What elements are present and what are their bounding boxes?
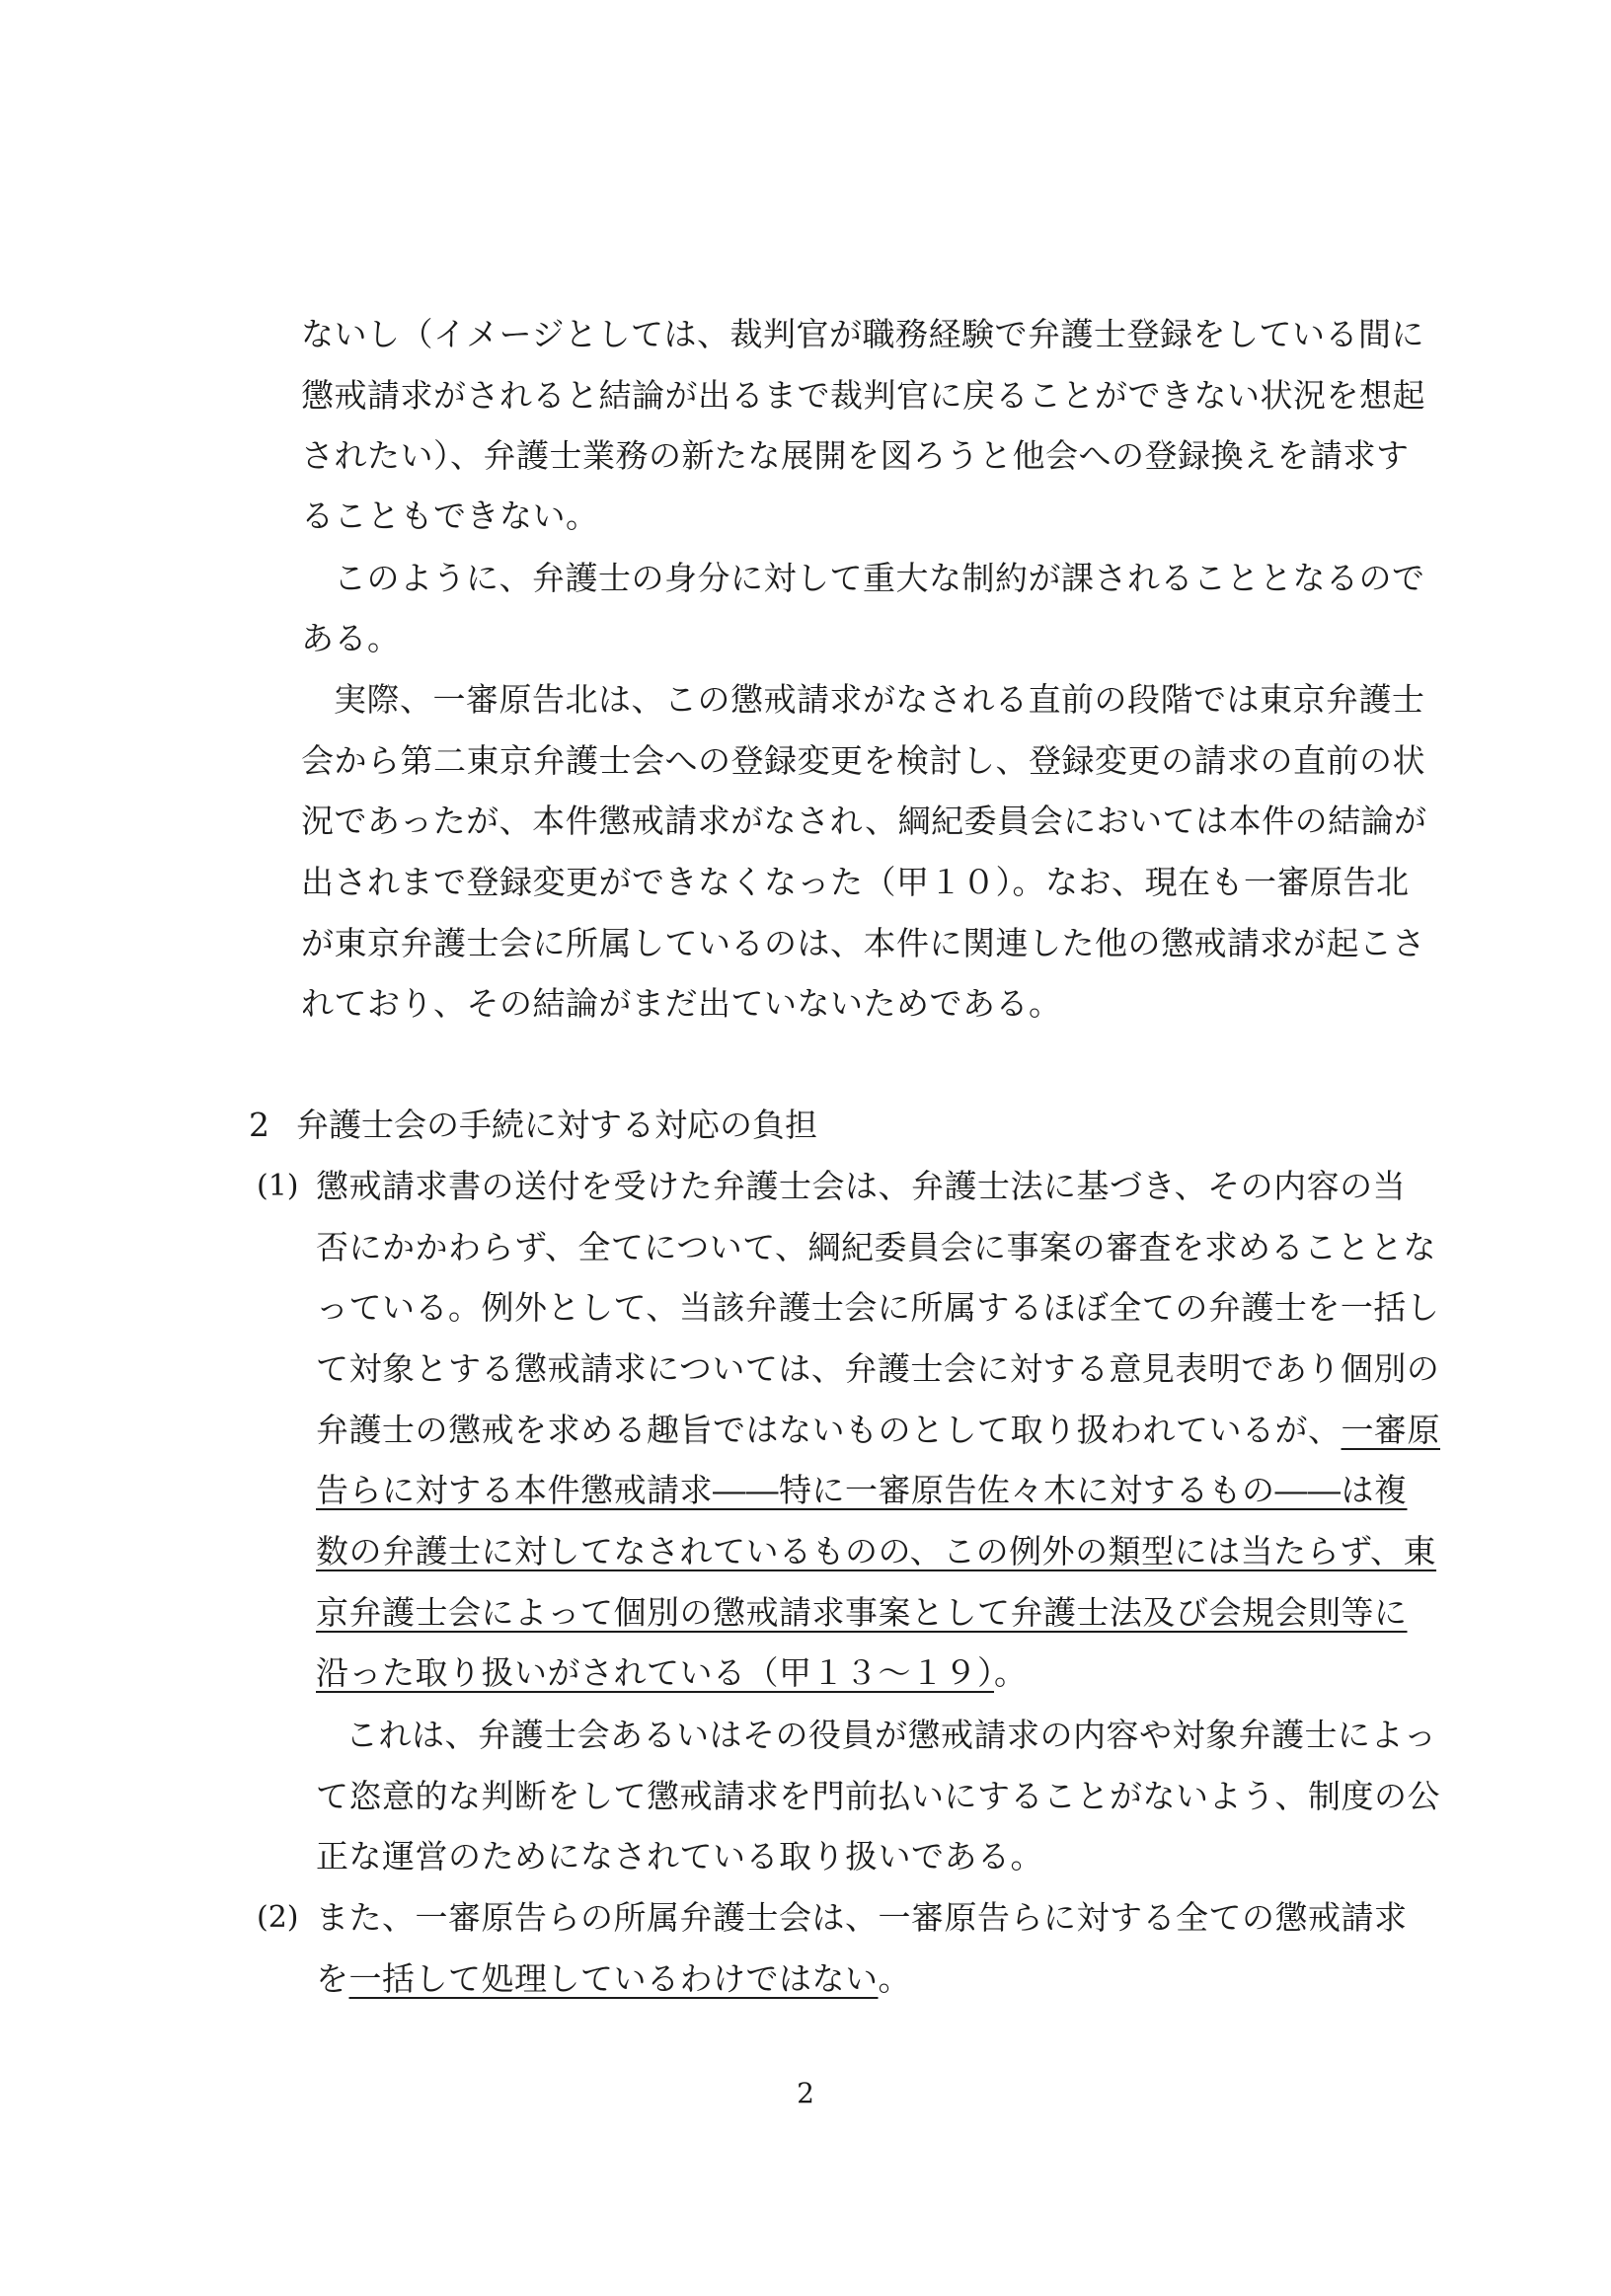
text-line: っている。例外として、当該弁護士会に所属するほぼ全ての弁護士を一括し — [316, 1288, 1440, 1327]
text-line: これは、弁護士会あるいはその役員が懲戒請求の内容や対象弁護士によっ — [345, 1716, 1437, 1754]
text-line: 懲戒請求がされると結論が出るまで裁判官に戻ることができない状況を想起 — [301, 376, 1425, 415]
item-label: (2) — [257, 1900, 299, 1935]
text-line — [316, 1471, 1408, 1509]
text-line: されたい）、弁護士業務の新たな展開を図ろうと他会への登録換えを請求す — [301, 436, 1410, 475]
text-line — [316, 1411, 1440, 1449]
underlined-text: 京弁護士会によって個別の懲戒請求事案として弁護士法及び会規会則等に — [316, 1593, 1408, 1632]
section-number: 2 — [249, 1106, 269, 1144]
section-heading — [249, 1106, 817, 1144]
text-line: 会から第二東京弁護士会への登録変更を検討し、登録変更の請求の直前の状 — [301, 741, 1425, 780]
text-line: ないし（イメージとしては、裁判官が職務経験で弁護士登録をしている間に — [301, 315, 1425, 353]
text-run: 。 — [994, 1653, 1028, 1692]
text-line: このように、弁護士の身分に対して重大な制約が課されることとなるので — [334, 559, 1425, 597]
text-line: が東京弁護士会に所属しているのは、本件に関連した他の懲戒請求が起こさ — [301, 924, 1425, 962]
text-run: 弁護士の懲戒を求める趣旨ではないものとして取り扱われているが、 — [316, 1411, 1342, 1449]
page-number: 2 — [797, 2077, 814, 2109]
item-label: (1) — [257, 1169, 299, 1203]
text-line — [316, 1593, 1408, 1632]
underlined-text: 一審原 — [1341, 1411, 1440, 1449]
text-run: を — [316, 1959, 349, 1998]
text-line: 懲戒請求書の送付を受けた弁護士会は、弁護士法に基づき、その内容の当 — [316, 1167, 1407, 1205]
section-title: 弁護士会の手続に対する対応の負担 — [296, 1106, 817, 1144]
text-line: 正な運営のためになされている取り扱いである。 — [316, 1837, 1043, 1875]
text-line: また、一審原告らの所属弁護士会は、一審原告らに対する全ての懲戒請求 — [316, 1898, 1408, 1937]
text-line: ある。 — [301, 619, 401, 657]
text-line: 否にかかわらず、全てについて、綱紀委員会に事案の審査を求めることとな — [316, 1228, 1437, 1266]
text-line: ることもできない。 — [301, 497, 599, 535]
text-line: 出されまで登録変更ができなくなった（甲１０）。なお、現在も一審原告北 — [301, 863, 1410, 901]
text-line: て恣意的な判断をして懲戒請求を門前払いにすることがないよう、制度の公 — [316, 1777, 1440, 1815]
text-line: れており、その結論がまだ出ていないためである。 — [301, 984, 1062, 1023]
text-line — [316, 1653, 1402, 1692]
underlined-text: 告らに対する本件懲戒請求――特に一審原告佐々木に対するもの――は複 — [316, 1471, 1408, 1509]
underlined-text: 一括して処理しているわけではない — [348, 1959, 879, 1998]
text-line — [316, 1532, 1437, 1570]
underlined-text: 数の弁護士に対してなされているものの、この例外の類型には当たらず、東 — [316, 1532, 1437, 1570]
text-run: 。 — [878, 1959, 911, 1998]
text-line — [316, 1959, 1402, 1998]
text-line: て対象とする懲戒請求については、弁護士会に対する意見表明であり個別の — [316, 1349, 1440, 1388]
underlined-text: 沿った取り扱いがされている（甲１３～１９） — [316, 1653, 994, 1692]
text-line: 況であったが、本件懲戒請求がなされ、綱紀委員会においては本件の結論が — [301, 802, 1427, 840]
text-line: 実際、一審原告北は、この懲戒請求がなされる直前の段階では東京弁護士 — [334, 680, 1425, 719]
